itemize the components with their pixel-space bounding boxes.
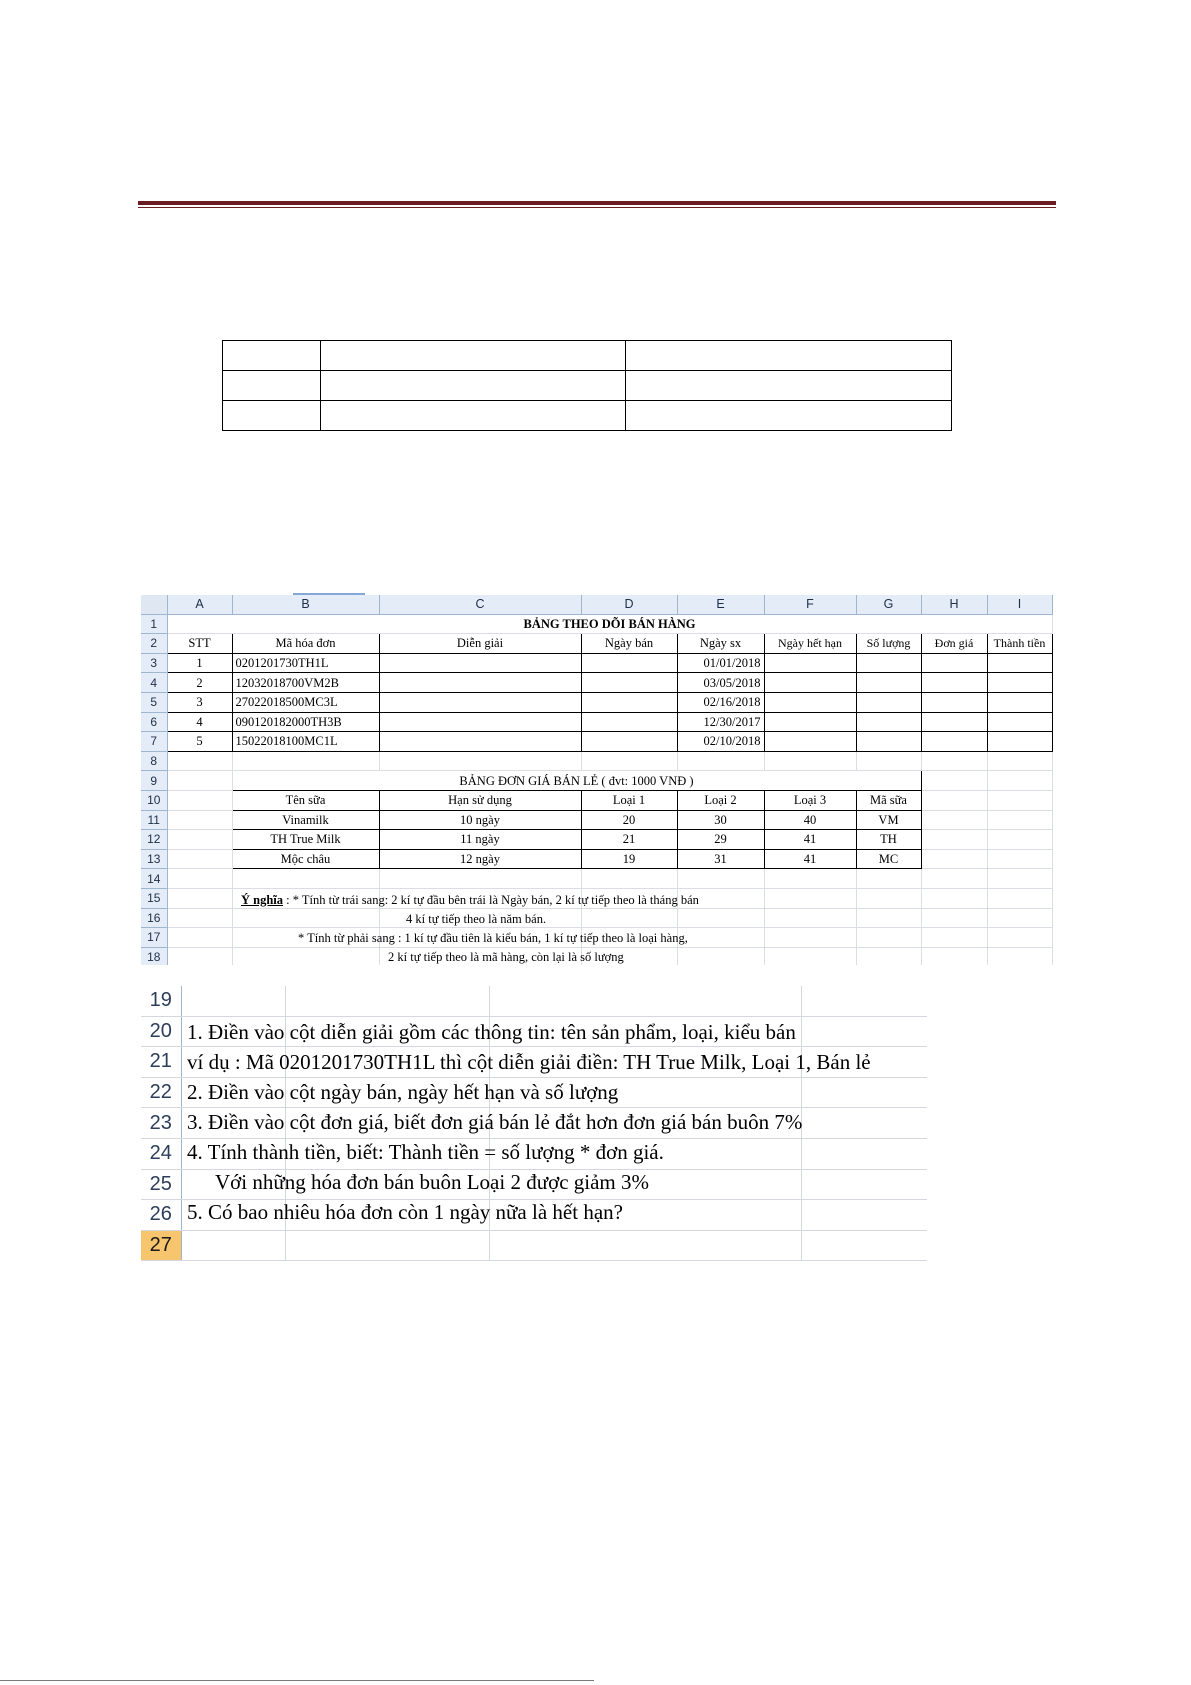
expiry-date-cell[interactable]	[764, 692, 856, 712]
table-row	[141, 986, 927, 1016]
cell[interactable]	[167, 888, 232, 908]
spreadsheet-screenshot-sales	[141, 593, 1053, 965]
amount-cell[interactable]	[987, 692, 1052, 712]
quantity-cell[interactable]	[856, 692, 921, 712]
description-cell[interactable]	[379, 692, 581, 712]
row-header[interactable]: 26	[141, 1200, 181, 1231]
price-table-title[interactable]: BẢNG ĐƠN GIÁ BÁN LẺ ( đvt: 1000 VNĐ )	[232, 771, 921, 791]
column-header-c[interactable]: C	[379, 595, 581, 614]
table-cell	[320, 341, 626, 371]
header-cell[interactable]: Ngày sx	[677, 634, 764, 654]
shelf-life-cell[interactable]: 11 ngày	[379, 830, 581, 850]
cell[interactable]	[677, 751, 764, 771]
row-header[interactable]: 21	[141, 1047, 181, 1078]
table-row	[141, 692, 1052, 712]
invoice-code-cell[interactable]: 090120182000TH3B	[232, 712, 379, 732]
type1-price-cell[interactable]: 19	[581, 849, 677, 869]
unit-price-cell[interactable]	[921, 732, 987, 752]
cell[interactable]	[677, 928, 764, 948]
production-date-cell[interactable]: 02/16/2018	[677, 692, 764, 712]
expiry-date-cell[interactable]	[764, 653, 856, 673]
cell[interactable]	[285, 1230, 489, 1261]
cell[interactable]	[232, 908, 379, 928]
cell[interactable]	[856, 908, 921, 928]
cell[interactable]	[801, 1169, 927, 1200]
unit-price-cell[interactable]	[921, 692, 987, 712]
cell[interactable]	[921, 888, 987, 908]
amount-cell[interactable]	[987, 653, 1052, 673]
type2-price-cell[interactable]: 31	[677, 849, 764, 869]
cell[interactable]	[167, 771, 232, 791]
cell[interactable]	[167, 790, 232, 810]
task-line-4: 4. Tính thành tiền, biết: Thành tiền = số lượng * đơn giá.	[187, 1140, 664, 1164]
sale-date-cell[interactable]	[581, 673, 677, 693]
price-header-cell[interactable]: Loại 1	[581, 790, 677, 810]
cell[interactable]	[801, 1108, 927, 1139]
header-cell[interactable]: Đơn giá	[921, 634, 987, 654]
column-header-e[interactable]: E	[677, 595, 764, 614]
row-header[interactable]: 1	[141, 614, 167, 634]
column-header-row	[141, 595, 1052, 614]
table-row	[141, 908, 1052, 928]
row-header[interactable]: 4	[141, 673, 167, 693]
description-cell[interactable]	[379, 653, 581, 673]
cell[interactable]	[987, 908, 1052, 928]
sale-date-cell[interactable]	[581, 732, 677, 752]
row-header[interactable]: 9	[141, 771, 167, 791]
stt-cell[interactable]: 5	[167, 732, 232, 752]
cell[interactable]	[987, 790, 1052, 810]
sales-grid	[141, 595, 1053, 965]
cell[interactable]	[921, 947, 987, 965]
row-header[interactable]: 7	[141, 732, 167, 752]
shelf-life-cell[interactable]: 12 ngày	[379, 849, 581, 869]
table-cell	[626, 371, 952, 401]
cell[interactable]	[987, 947, 1052, 965]
invoice-code-cell[interactable]: 0201201730TH1L	[232, 653, 379, 673]
cell[interactable]	[181, 1230, 285, 1261]
cell[interactable]	[856, 947, 921, 965]
unit-price-cell[interactable]	[921, 712, 987, 732]
cell[interactable]	[379, 869, 581, 889]
cell[interactable]	[921, 810, 987, 830]
row-header[interactable]: 24	[141, 1138, 181, 1169]
type1-price-cell[interactable]: 21	[581, 830, 677, 850]
cell[interactable]	[232, 869, 379, 889]
invoice-code-cell[interactable]: 15022018100MC1L	[232, 732, 379, 752]
table-row	[141, 673, 1052, 693]
cell[interactable]	[801, 1016, 927, 1047]
cell[interactable]	[987, 849, 1052, 869]
cell[interactable]	[167, 947, 232, 965]
amount-cell[interactable]	[987, 732, 1052, 752]
row-header[interactable]: 19	[141, 986, 181, 1016]
price-header-cell[interactable]: Tên sữa	[232, 790, 379, 810]
header-cell[interactable]: Ngày hết hạn	[764, 634, 856, 654]
type3-price-cell[interactable]: 41	[764, 849, 856, 869]
stt-cell[interactable]: 4	[167, 712, 232, 732]
header-cell[interactable]: Mã hóa đơn	[232, 634, 379, 654]
cell[interactable]	[801, 1200, 927, 1231]
milk-name-cell[interactable]: Vinamilk	[232, 810, 379, 830]
table-row	[223, 341, 952, 371]
task-line-5: 5. Có bao nhiêu hóa đơn còn 1 ngày nữa là hết hạn?	[187, 1200, 623, 1224]
cell[interactable]	[167, 751, 232, 771]
table-cell	[626, 401, 952, 431]
price-header-cell[interactable]: Mã sữa	[856, 790, 921, 810]
task-example: ví dụ : Mã 0201201730TH1L thì cột diễn giải điền: TH True Milk, Loại 1, Bán lẻ	[187, 1050, 871, 1074]
cell[interactable]	[764, 928, 856, 948]
row-header[interactable]: 10	[141, 790, 167, 810]
table-cell	[320, 371, 626, 401]
header-cell[interactable]: Ngày bán	[581, 634, 677, 654]
milk-code-cell[interactable]: VM	[856, 810, 921, 830]
type3-price-cell[interactable]: 40	[764, 810, 856, 830]
table-row	[141, 653, 1052, 673]
task-line-2: 2. Điền vào cột ngày bán, ngày hết hạn và số lượng	[187, 1080, 619, 1104]
milk-name-cell[interactable]: TH True Milk	[232, 830, 379, 850]
cell[interactable]	[581, 751, 677, 771]
cell[interactable]	[232, 751, 379, 771]
cell[interactable]	[677, 869, 764, 889]
select-all-corner[interactable]	[141, 595, 167, 614]
row-header[interactable]: 17	[141, 928, 167, 948]
cell[interactable]	[921, 790, 987, 810]
cell[interactable]	[764, 908, 856, 928]
cell[interactable]	[856, 869, 921, 889]
row-header[interactable]: 13	[141, 849, 167, 869]
production-date-cell[interactable]: 03/05/2018	[677, 673, 764, 693]
quantity-cell[interactable]	[856, 732, 921, 752]
milk-code-cell[interactable]: MC	[856, 849, 921, 869]
amount-cell[interactable]	[987, 673, 1052, 693]
production-date-cell[interactable]: 01/01/2018	[677, 653, 764, 673]
row-header[interactable]: 15	[141, 888, 167, 908]
cell[interactable]	[856, 888, 921, 908]
cell[interactable]	[379, 751, 581, 771]
cell[interactable]	[764, 869, 856, 889]
footer-rule	[0, 1680, 594, 1681]
row-header[interactable]: 5	[141, 692, 167, 712]
header-cell[interactable]: STT	[167, 634, 232, 654]
row-header[interactable]: 8	[141, 751, 167, 771]
header-cell[interactable]: Diễn giải	[379, 634, 581, 654]
header-rule-thick	[138, 201, 1056, 205]
cell[interactable]	[856, 928, 921, 948]
table-row	[141, 849, 1052, 869]
cell[interactable]	[677, 947, 764, 965]
cell[interactable]	[167, 869, 232, 889]
amount-cell[interactable]	[987, 712, 1052, 732]
note-line-18: 2 kí tự tiếp theo là mã hàng, còn lại là số lượng	[388, 950, 624, 964]
row-header[interactable]: 2	[141, 634, 167, 654]
cell[interactable]	[677, 908, 764, 928]
cell[interactable]	[921, 751, 987, 771]
column-header-d[interactable]: D	[581, 595, 677, 614]
column-header-b[interactable]: B	[232, 595, 379, 614]
cell[interactable]	[987, 771, 1052, 791]
sale-date-cell[interactable]	[581, 692, 677, 712]
stt-cell[interactable]: 1	[167, 653, 232, 673]
cell[interactable]	[921, 869, 987, 889]
expiry-date-cell[interactable]	[764, 673, 856, 693]
task-line-3: 3. Điền vào cột đơn giá, biết đơn giá bán lẻ đắt hơn đơn giá bán buôn 7%	[187, 1110, 803, 1134]
cell[interactable]	[987, 830, 1052, 850]
row-header[interactable]: 11	[141, 810, 167, 830]
header-cell[interactable]: Thành tiền	[987, 634, 1052, 654]
sale-date-cell[interactable]	[581, 653, 677, 673]
price-header-cell[interactable]: Hạn sử dụng	[379, 790, 581, 810]
table-row	[223, 371, 952, 401]
table-row	[141, 732, 1052, 752]
task-line-4-note: Với những hóa đơn bán buôn Loại 2 được giảm 3%	[215, 1170, 650, 1194]
quantity-cell[interactable]	[856, 712, 921, 732]
task-line-1: 1. Điền vào cột diễn giải gồm các thông tin: tên sản phẩm, loại, kiểu bán	[187, 1020, 796, 1044]
cell[interactable]	[167, 810, 232, 830]
table-row	[141, 614, 1052, 634]
note-text: : * Tính từ trái sang: 2 kí tự đầu bên trái là Ngày bán, 2 kí tự tiếp theo là tháng bán	[283, 893, 699, 907]
price-header-cell[interactable]: Loại 2	[677, 790, 764, 810]
row-header[interactable]: 14	[141, 869, 167, 889]
table-row	[141, 712, 1052, 732]
type3-price-cell[interactable]: 41	[764, 830, 856, 850]
invoice-code-cell[interactable]: 12032018700VM2B	[232, 673, 379, 693]
note-line-15	[241, 893, 699, 908]
table-row	[141, 634, 1052, 654]
production-date-cell[interactable]: 02/10/2018	[677, 732, 764, 752]
cell[interactable]	[801, 1077, 927, 1108]
row-header[interactable]: 23	[141, 1108, 181, 1139]
cell[interactable]	[921, 849, 987, 869]
note-line-17: * Tính từ phải sang : 1 kí tự đầu tiên là kiểu bán, 1 kí tự tiếp theo là loại hàng,	[298, 931, 688, 945]
quantity-cell[interactable]	[856, 653, 921, 673]
table-row	[141, 810, 1052, 830]
invoice-code-cell[interactable]: 27022018500MC3L	[232, 692, 379, 712]
unit-price-cell[interactable]	[921, 653, 987, 673]
table-cell	[223, 401, 321, 431]
cell[interactable]	[232, 947, 379, 965]
note-line-16: 4 kí tự tiếp theo là năm bán.	[406, 912, 547, 926]
cell[interactable]	[921, 830, 987, 850]
cell[interactable]	[285, 986, 489, 1016]
description-cell[interactable]	[379, 712, 581, 732]
cell[interactable]	[167, 849, 232, 869]
expiry-date-cell[interactable]	[764, 712, 856, 732]
table-row	[141, 830, 1052, 850]
row-header[interactable]: 3	[141, 653, 167, 673]
cell[interactable]	[987, 888, 1052, 908]
cell[interactable]	[987, 810, 1052, 830]
table-row	[141, 1230, 927, 1261]
cell[interactable]	[921, 771, 987, 791]
cell[interactable]	[167, 928, 232, 948]
header-cell[interactable]: Số lượng	[856, 634, 921, 654]
stt-cell[interactable]: 3	[167, 692, 232, 712]
description-cell[interactable]	[379, 732, 581, 752]
cell[interactable]	[921, 908, 987, 928]
cell[interactable]	[987, 751, 1052, 771]
row-header[interactable]: 18	[141, 947, 167, 965]
cell[interactable]	[764, 751, 856, 771]
table-row	[141, 790, 1052, 810]
production-date-cell[interactable]: 12/30/2017	[677, 712, 764, 732]
column-header-a[interactable]: A	[167, 595, 232, 614]
sales-table-title[interactable]: BẢNG THEO DÕI BÁN HÀNG	[167, 614, 1052, 634]
table-cell	[626, 341, 952, 371]
cell[interactable]	[801, 1230, 927, 1261]
table-row	[141, 771, 1052, 791]
cell[interactable]	[987, 928, 1052, 948]
price-header-cell[interactable]: Loại 3	[764, 790, 856, 810]
type1-price-cell[interactable]: 20	[581, 810, 677, 830]
column-header-g[interactable]: G	[856, 595, 921, 614]
expiry-date-cell[interactable]	[764, 732, 856, 752]
cell[interactable]	[489, 1230, 801, 1261]
row-header[interactable]: 22	[141, 1077, 181, 1108]
row-header[interactable]: 25	[141, 1169, 181, 1200]
cell[interactable]	[581, 908, 677, 928]
cell[interactable]	[581, 869, 677, 889]
row-header[interactable]: 20	[141, 1016, 181, 1047]
row-header[interactable]: 16	[141, 908, 167, 928]
type2-price-cell[interactable]: 29	[677, 830, 764, 850]
milk-code-cell[interactable]: TH	[856, 830, 921, 850]
stt-cell[interactable]: 2	[167, 673, 232, 693]
column-header-f[interactable]: F	[764, 595, 856, 614]
spreadsheet-screenshot-tasks	[141, 986, 927, 1272]
table-row	[223, 401, 952, 431]
cell[interactable]	[764, 888, 856, 908]
type2-price-cell[interactable]: 30	[677, 810, 764, 830]
table-cell	[223, 341, 321, 371]
table-row	[141, 751, 1052, 771]
table-cell	[223, 371, 321, 401]
cell[interactable]	[167, 830, 232, 850]
empty-info-table	[222, 340, 952, 431]
header-rule-thin	[138, 207, 1056, 208]
row-header[interactable]: 6	[141, 712, 167, 732]
cell[interactable]	[801, 1138, 927, 1169]
cell[interactable]	[856, 751, 921, 771]
shelf-life-cell[interactable]: 10 ngày	[379, 810, 581, 830]
table-row	[141, 869, 1052, 889]
cell[interactable]	[987, 869, 1052, 889]
meaning-label: Ý nghĩa	[241, 893, 284, 907]
cell[interactable]	[181, 986, 285, 1016]
cell[interactable]	[764, 947, 856, 965]
cell[interactable]	[167, 908, 232, 928]
column-header-h[interactable]: H	[921, 595, 987, 614]
description-cell[interactable]	[379, 673, 581, 693]
sale-date-cell[interactable]	[581, 712, 677, 732]
column-header-i[interactable]: I	[987, 595, 1052, 614]
cell[interactable]	[489, 986, 801, 1016]
quantity-cell[interactable]	[856, 673, 921, 693]
table-cell	[320, 401, 626, 431]
milk-name-cell[interactable]: Mộc châu	[232, 849, 379, 869]
cell[interactable]	[921, 928, 987, 948]
row-header[interactable]: 12	[141, 830, 167, 850]
active-row-header[interactable]: 27	[141, 1230, 181, 1261]
unit-price-cell[interactable]	[921, 673, 987, 693]
cell[interactable]	[801, 986, 927, 1016]
